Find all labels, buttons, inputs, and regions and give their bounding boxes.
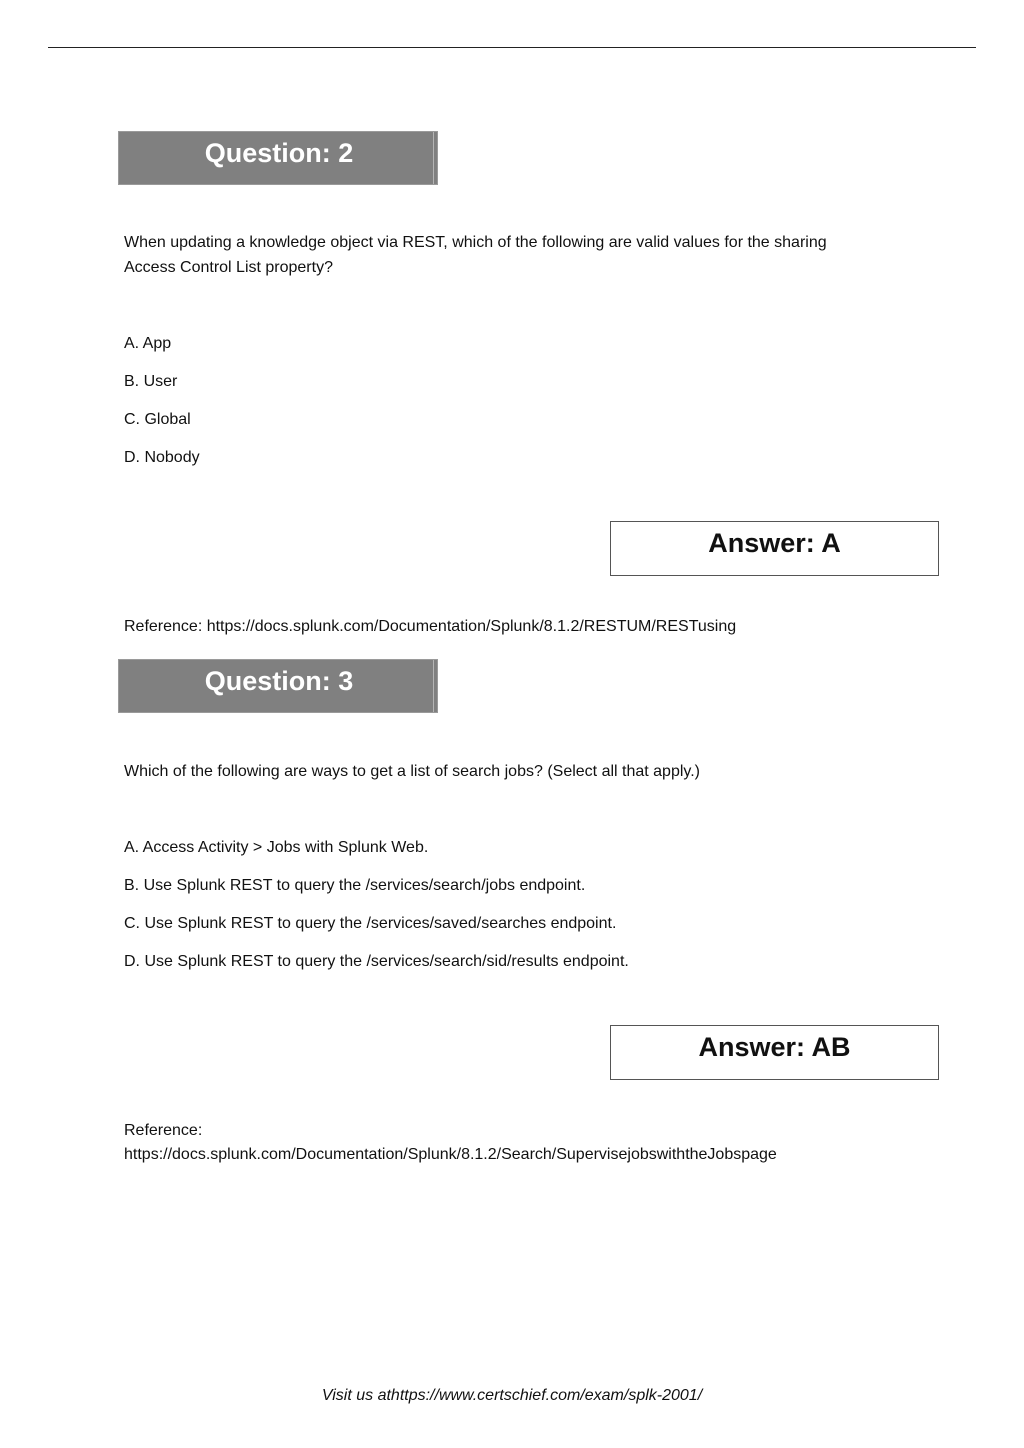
question-2-title: Question: 2	[204, 138, 354, 168]
question-2-option-c: C. Global	[124, 411, 191, 428]
question-3-reference-url: https://docs.splunk.com/Documentation/Splunk/8.1.2/Search/SupervisejobswiththeJobspage	[124, 1146, 777, 1163]
top-divider	[48, 47, 976, 48]
question-2-text-line-1: When updating a knowledge object via REST, which of the following are valid values for the sharing	[124, 234, 827, 251]
question-3-option-a: A. Access Activity > Jobs with Splunk Web.	[124, 839, 429, 856]
question-3-option-d: D. Use Splunk REST to query the /services/search/sid/results endpoint.	[124, 953, 629, 970]
question-2-text-line-2: Access Control List property?	[124, 259, 333, 276]
question-2-option-a: A. App	[124, 335, 172, 352]
footer-visit-link[interactable]: Visit us athttps://www.certschief.com/exam/splk-2001/	[321, 1387, 703, 1404]
question-3-option-c: C. Use Splunk REST to query the /services/saved/searches endpoint.	[124, 915, 617, 932]
question-3-answer-box	[610, 1025, 939, 1080]
question-3-header	[118, 659, 438, 713]
header-edge	[433, 132, 434, 184]
question-2-answer-box	[610, 521, 939, 576]
question-2-option-d: D. Nobody	[124, 449, 200, 466]
question-2-option-b: B. User	[124, 373, 178, 390]
question-3-option-b: B. Use Splunk REST to query the /services/search/jobs endpoint.	[124, 877, 586, 894]
question-2-reference: Reference: https://docs.splunk.com/Documentation/Splunk/8.1.2/RESTUM/RESTusing	[124, 618, 737, 635]
question-3-answer: Answer: AB	[698, 1032, 851, 1062]
question-3-reference-label: Reference:	[124, 1122, 203, 1139]
question-3-text-line-1: Which of the following are ways to get a list of search jobs? (Select all that apply.)	[124, 763, 700, 780]
header-edge	[433, 660, 434, 712]
question-2-answer: Answer: A	[708, 528, 841, 558]
question-2-header	[118, 131, 438, 185]
question-3-title: Question: 3	[204, 666, 354, 696]
